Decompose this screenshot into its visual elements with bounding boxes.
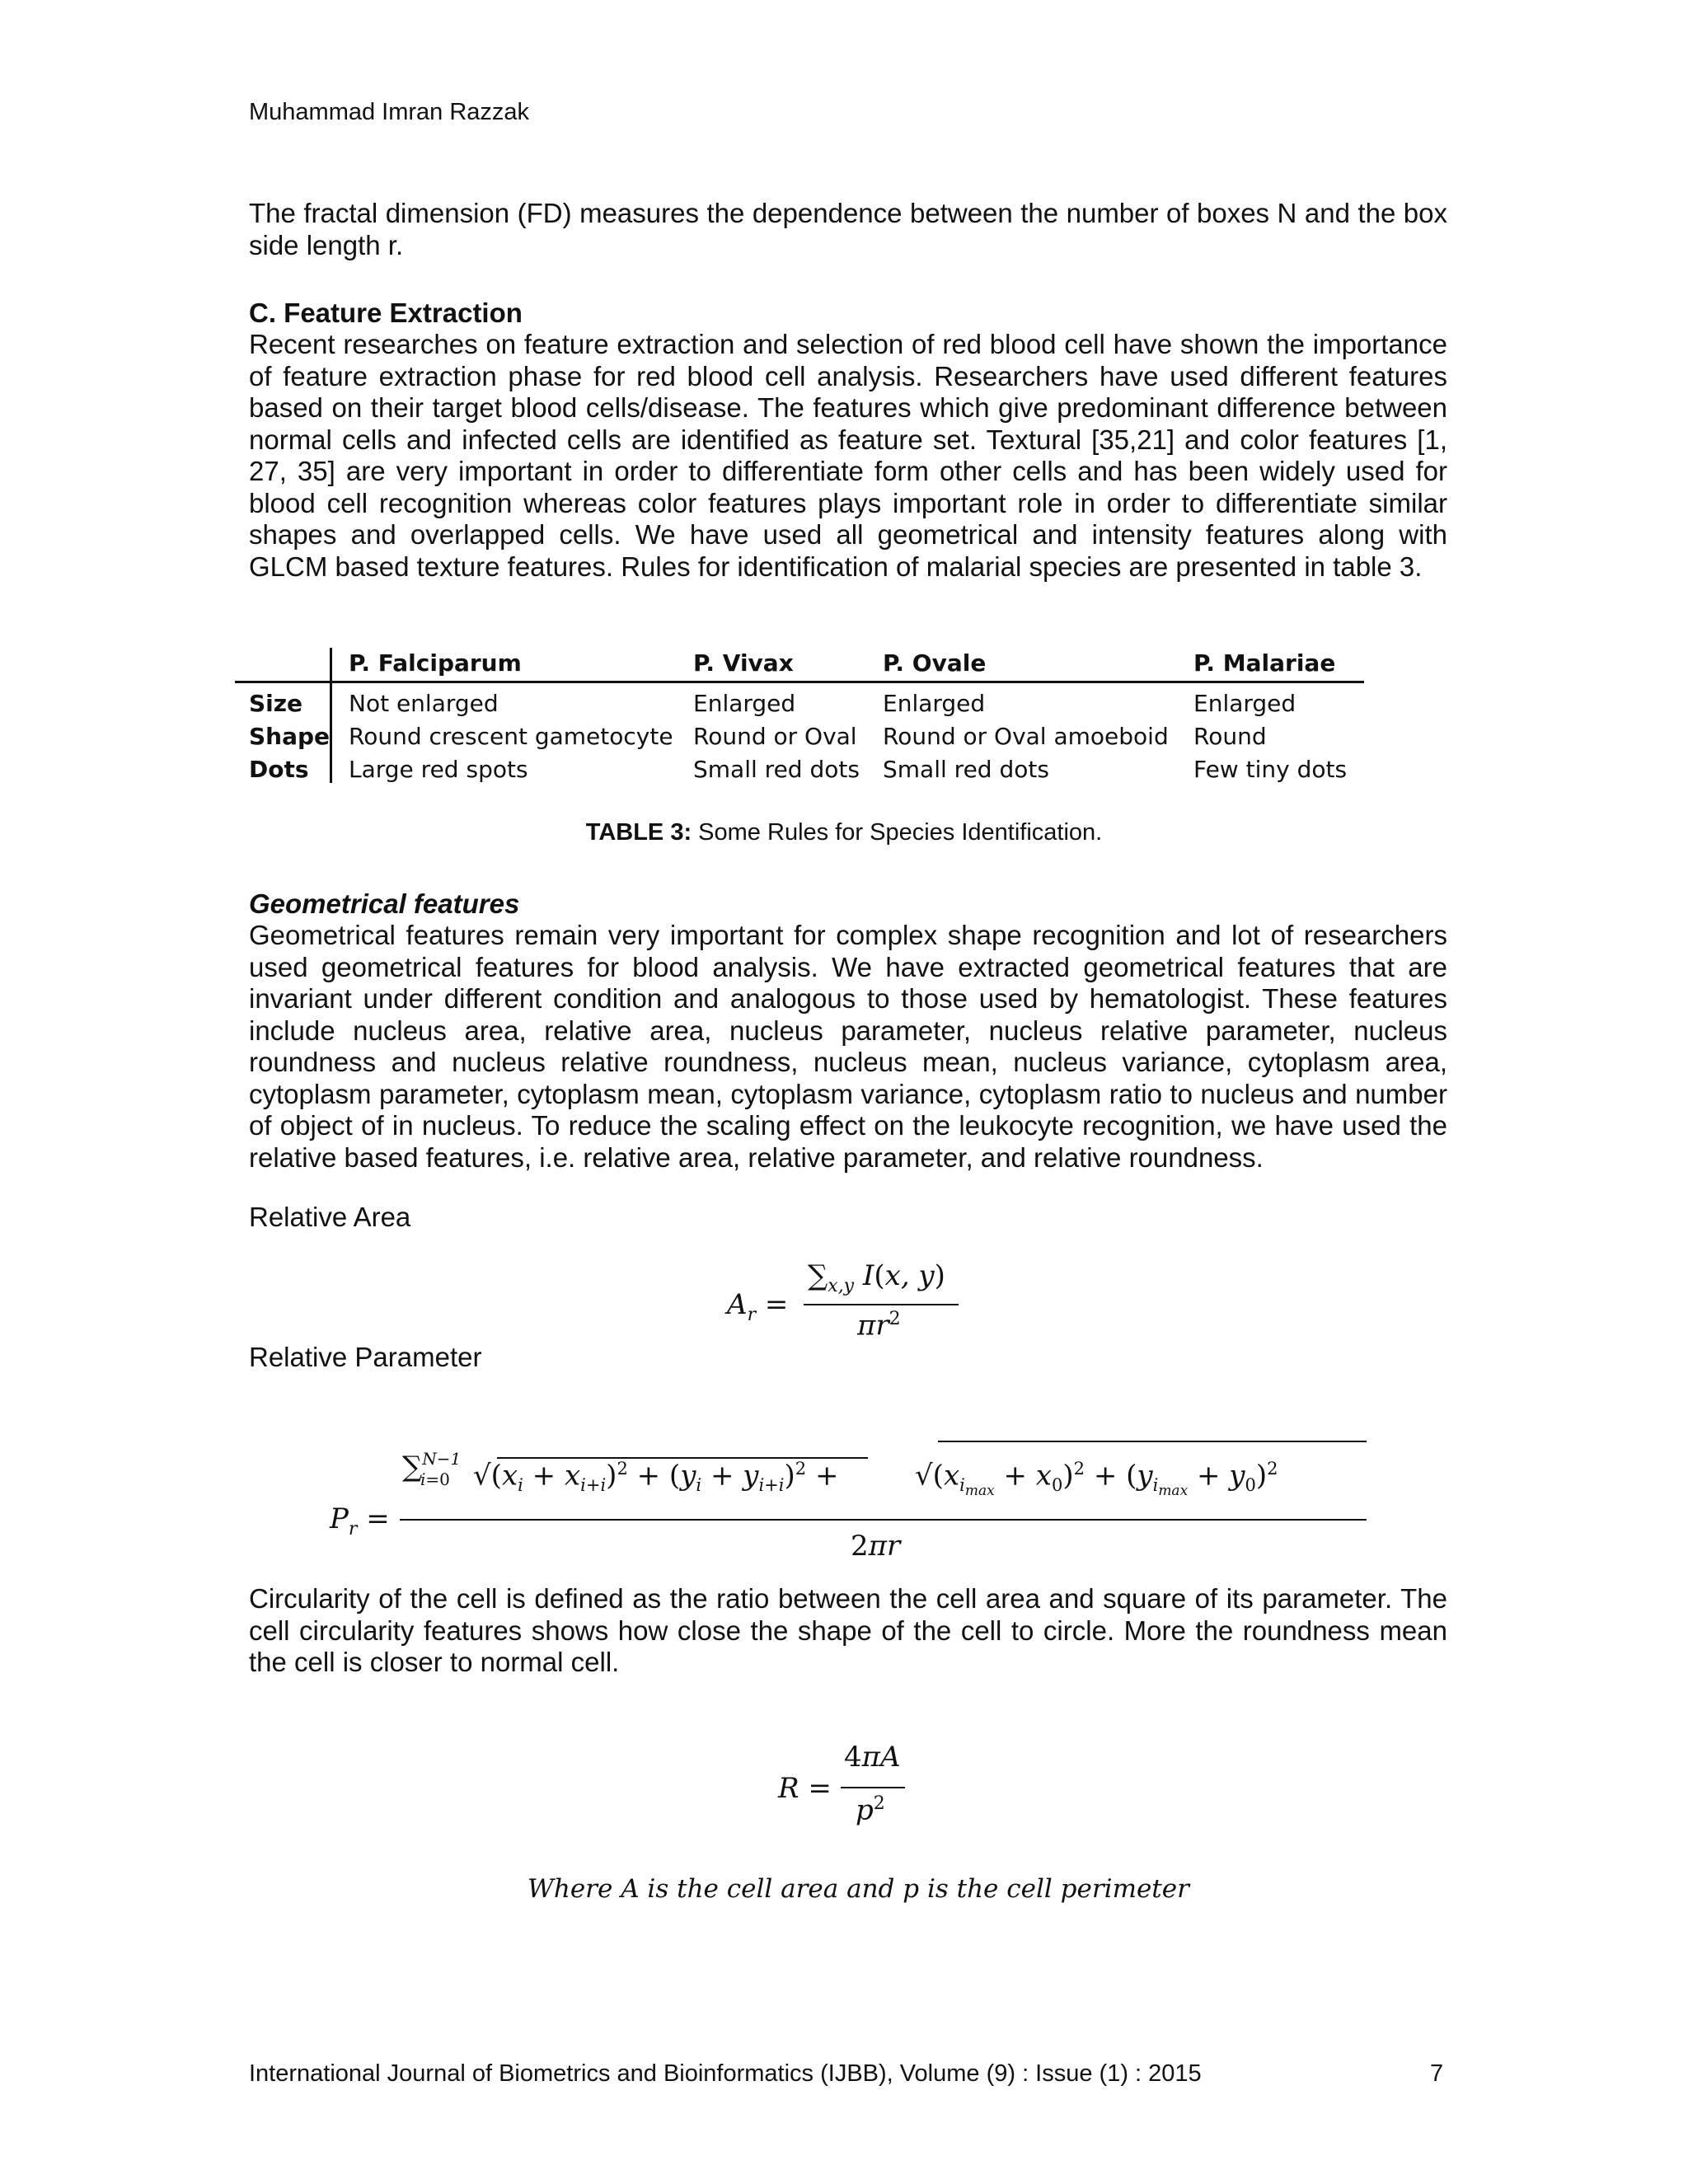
section-heading-feature-extraction: C. Feature Extraction xyxy=(249,298,523,328)
table-cell: Enlarged xyxy=(693,690,796,717)
table-cell: Small red dots xyxy=(693,756,860,783)
table-cell: Enlarged xyxy=(883,690,986,717)
table-vertical-rule xyxy=(330,648,332,783)
feature-extraction-paragraph: Recent researches on feature extraction and selection of red blood cell have shown the importance of feature extraction phase for red blood cell analysis. Researchers have used different features based on their target blood cells/disease. The features which give predominant difference between normal cells and infected cells are identified as feature set. Textural [35,21] and color features [1, 27, 35] are very important in order to differentiate form other cells and has been widely used for blood cell recognition whereas color features plays important role in order to differentiate similar shapes and overlapped cells. We have used all geometrical and intensity features along with GLCM based texture features. Rules for identification of malarial species are presented in table 3. xyxy=(249,329,1447,582)
table-cell: Large red spots xyxy=(349,756,528,783)
table-cell: Few tiny dots xyxy=(1193,756,1348,783)
row-label: Size xyxy=(249,690,303,717)
geometrical-paragraph: Geometrical features remain very important for complex shape recognition and lot of researchers used geometrical features for blood analysis. We have extracted geometrical features that are invariant under different condition and analogous to those used by hematologist. These features include nucleus area, relative area, nucleus parameter, nucleus relative parameter, nucleus roundness and nucleus relative roundness, nucleus mean, nucleus variance, cytoplasm area, cytoplasm parameter, cytoplasm mean, cytoplasm variance, cytoplasm ratio to nucleus and number of object of in nucleus. To reduce the scaling effect on the leukocyte recognition, we have used the relative based features, i.e. relative area, relative parameter, and relative roundness. xyxy=(249,920,1447,1173)
table-cell: Enlarged xyxy=(1193,690,1296,717)
column-header: P. Malariae xyxy=(1193,649,1336,677)
table-cell: Not enlarged xyxy=(349,690,499,717)
relative-parameter-label: Relative Parameter xyxy=(249,1342,482,1372)
table-cell: Round xyxy=(1193,723,1267,750)
relative-area-label: Relative Area xyxy=(249,1202,411,1232)
row-label: Dots xyxy=(249,756,309,783)
table-header-rule xyxy=(235,681,1364,683)
circularity-paragraph: Circularity of the cell is defined as the ratio between the cell area and square of its parameter. The cell circularity features shows how close the shape of the cell to circle. More the roundness mean the cell is closer to normal cell. xyxy=(249,1583,1447,1677)
table-cell: Round crescent gametocyte xyxy=(349,723,673,750)
table-cell: Small red dots xyxy=(883,756,1049,783)
column-header: P. Vivax xyxy=(693,649,794,677)
intro-paragraph: The fractal dimension (FD) measures the dependence between the number of boxes N and the box side length r. xyxy=(249,198,1447,260)
row-label: Shape xyxy=(249,723,331,750)
table-cell: Round or Oval amoeboid xyxy=(883,723,1169,750)
table-caption-label: TABLE 3: xyxy=(585,819,692,846)
page-number: 7 xyxy=(1430,2060,1444,2087)
column-header: P. Falciparum xyxy=(349,649,522,677)
footer-journal: International Journal of Biometrics and Bioinformatics (IJBB), Volume (9) : Issue (1) : 2015 xyxy=(249,2060,1202,2087)
table-cell: Round or Oval xyxy=(693,723,857,750)
roundness-definition: Where A is the cell area and p is the cell perimeter xyxy=(528,1874,1189,1904)
species-rules-table xyxy=(235,648,1364,791)
column-header: P. Ovale xyxy=(883,649,987,677)
running-header: Muhammad Imran Razzak xyxy=(249,99,530,125)
table-caption xyxy=(0,819,1688,846)
subsection-heading-geometrical: Geometrical features xyxy=(249,888,520,919)
table-caption-text: Some Rules for Species Identification. xyxy=(692,819,1103,846)
